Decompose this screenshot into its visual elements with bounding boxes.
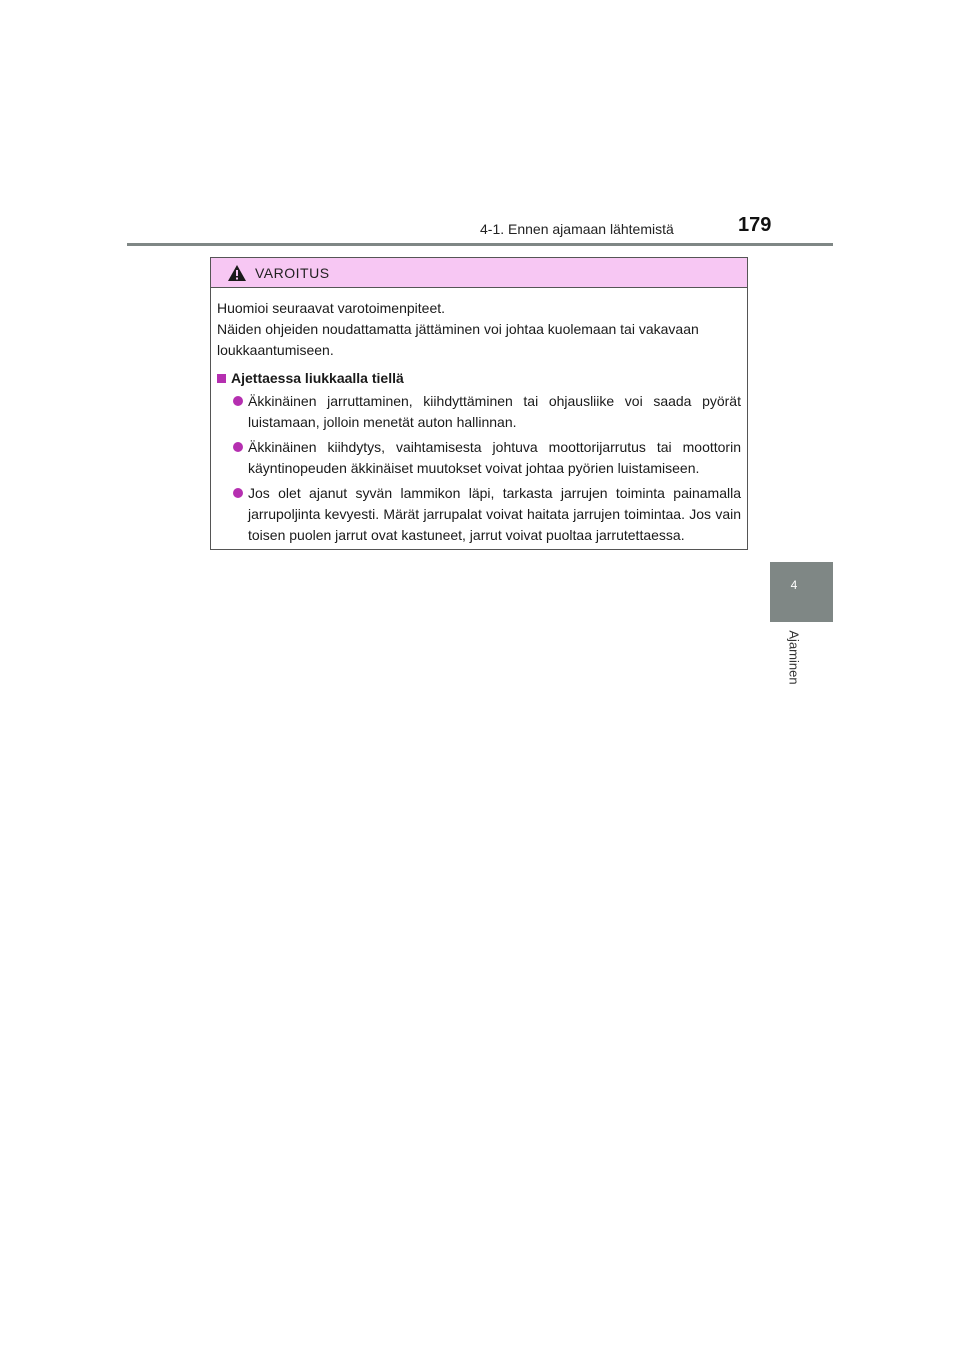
warning-subheading: [217, 368, 741, 389]
warning-box: [210, 257, 748, 550]
chapter-label: Ajaminen: [786, 630, 802, 685]
bullet-dot-icon: [233, 396, 243, 406]
list-item-text: Äkkinäinen jarruttaminen, kiihdyttäminen tai ohjausliike voi saada pyörät luistamaan, jolloin menetät auton hallinnan.: [248, 393, 741, 430]
list-item-text: Jos olet ajanut syvän lammikon läpi, tarkasta jarrujen toiminta painamalla jarrupoljinta kevyesti. Märät jarrupalat voivat haitata jarrujen toimintaa. Jos vain toisen puolen jarrut ovat kastuneet, jarrut voivat puoltaa jarrutettaessa.: [248, 485, 741, 543]
list-item: [217, 483, 741, 546]
bullet-dot-icon: [233, 442, 243, 452]
warning-triangle-icon: [227, 264, 247, 282]
chapter-tab: [770, 562, 833, 622]
warning-body: [211, 288, 747, 546]
intro-line: Näiden ohjeiden noudattamatta jättäminen voi johtaa kuolemaan tai vakavaan loukkaantumiseen.: [217, 321, 699, 358]
warning-title: VAROITUS: [255, 264, 330, 281]
list-item: [217, 391, 741, 433]
list-item-text: Äkkinäinen kiihdytys, vaihtamisesta johtuva moottorijarrutus tai moottorin käyntinopeuden äkkinäiset muutokset voivat johtaa pyörien luistamiseen.: [248, 439, 741, 476]
section-title: 4-1. Ennen ajamaan lähtemistä: [480, 221, 674, 237]
header-divider: [127, 243, 833, 246]
warning-intro: [217, 298, 741, 361]
list-item: [217, 437, 741, 479]
chapter-number: 4: [790, 578, 798, 592]
warning-bullet-list: [217, 391, 741, 546]
subheading-text: Ajettaessa liukkaalla tiellä: [231, 370, 404, 386]
square-bullet-icon: [217, 374, 226, 383]
warning-header: [211, 258, 747, 288]
page-number: 179: [738, 214, 772, 236]
bullet-dot-icon: [233, 488, 243, 498]
intro-line: Huomioi seuraavat varotoimenpiteet.: [217, 300, 446, 316]
